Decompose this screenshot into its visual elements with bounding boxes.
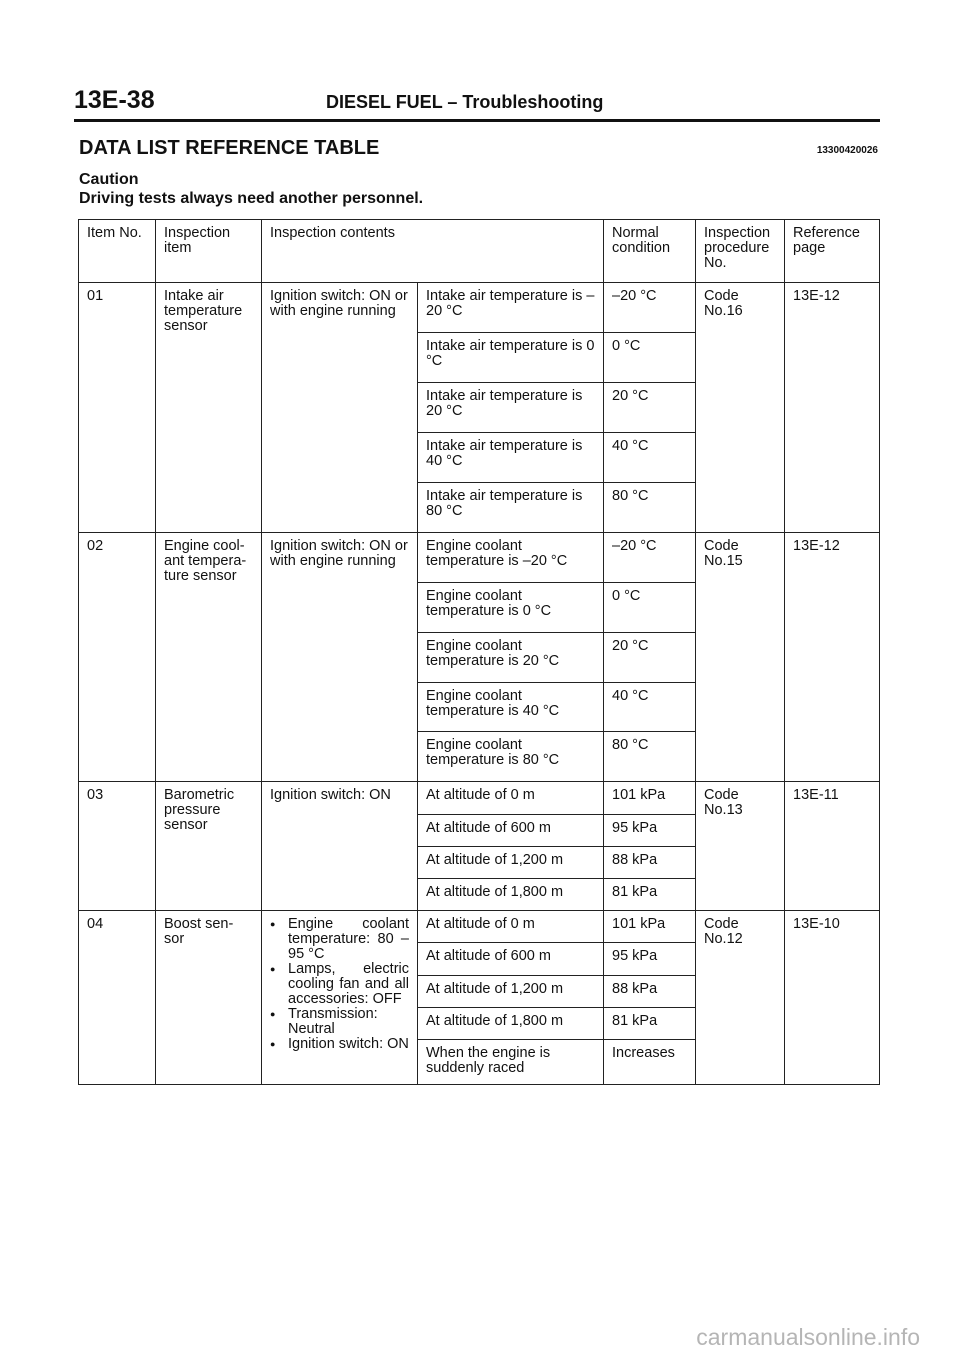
- chapter-title: DIESEL FUEL – Troubleshooting: [326, 92, 604, 112]
- normal-condition: 20 °C: [604, 632, 696, 682]
- normal-condition: 95 kPa: [604, 943, 696, 975]
- inspection-content: At altitude of 600 m: [418, 943, 604, 975]
- inspection-item: Barometric pressure sensor: [156, 782, 262, 911]
- inspection-content: At altitude of 1,800 m: [418, 878, 604, 910]
- data-list-reference-table: [78, 219, 880, 1085]
- normal-condition: 88 kPa: [604, 846, 696, 878]
- condition-bullet: ● Ignition switch: ON: [270, 1037, 409, 1052]
- normal-condition: 101 kPa: [604, 911, 696, 943]
- item-number: 01: [79, 283, 156, 532]
- inspection-item: Boost sen-sor: [156, 911, 262, 1085]
- inspection-procedure: Code No.16: [696, 283, 785, 532]
- normal-condition: 40 °C: [604, 433, 696, 483]
- normal-condition: 88 kPa: [604, 975, 696, 1007]
- inspection-content: At altitude of 1,800 m: [418, 1007, 604, 1039]
- normal-condition: 101 kPa: [604, 782, 696, 814]
- inspection-content: At altitude of 0 m: [418, 782, 604, 814]
- normal-condition: 81 kPa: [604, 878, 696, 910]
- normal-condition: 0 °C: [604, 582, 696, 632]
- inspection-content: Intake air temperature is 20 °C: [418, 383, 604, 433]
- normal-condition: 20 °C: [604, 383, 696, 433]
- item-number: 03: [79, 782, 156, 911]
- column-header: Item No.: [79, 220, 156, 283]
- column-header: Inspection contents: [262, 220, 604, 283]
- reference-page: 13E-12: [785, 532, 880, 781]
- inspection-condition: Ignition switch: ON: [262, 782, 418, 911]
- inspection-procedure: Code No.15: [696, 532, 785, 781]
- watermark: carmanualsonline.info: [696, 1324, 920, 1350]
- inspection-content: Intake air temperature is 80 °C: [418, 482, 604, 532]
- normal-condition: 80 °C: [604, 732, 696, 782]
- inspection-content: At altitude of 600 m: [418, 814, 604, 846]
- normal-condition: 81 kPa: [604, 1007, 696, 1039]
- inspection-content: At altitude of 1,200 m: [418, 975, 604, 1007]
- table-row: [79, 283, 880, 333]
- inspection-condition: Ignition switch: ON or with engine running: [262, 532, 418, 781]
- column-header: Inspection procedure No.: [696, 220, 785, 283]
- column-header: Inspection item: [156, 220, 262, 283]
- inspection-content: Intake air temperature is 0 °C: [418, 333, 604, 383]
- condition-bullet: ● Lamps, electric cooling fan and all accessories: OFF: [270, 962, 409, 1007]
- inspection-item: Engine cool-ant tempera-ture sensor: [156, 532, 262, 781]
- caution-text: Driving tests always need another personnel.: [79, 190, 424, 207]
- item-number: 02: [79, 532, 156, 781]
- reference-page: 13E-10: [785, 911, 880, 1085]
- inspection-condition-list: [262, 911, 418, 1085]
- table-header-row: [79, 220, 880, 283]
- inspection-content: Intake air temperature is –20 °C: [418, 283, 604, 333]
- inspection-procedure: Code No.12: [696, 911, 785, 1085]
- normal-condition: –20 °C: [604, 283, 696, 333]
- inspection-content: Engine coolant temperature is 20 °C: [418, 632, 604, 682]
- inspection-item: Intake air temperature sensor: [156, 283, 262, 532]
- reference-page: 13E-12: [785, 283, 880, 532]
- inspection-content: Engine coolant temperature is 0 °C: [418, 582, 604, 632]
- inspection-content: At altitude of 0 m: [418, 911, 604, 943]
- inspection-content: Engine coolant temperature is –20 °C: [418, 532, 604, 582]
- normal-condition: 0 °C: [604, 333, 696, 383]
- condition-bullet: ● Transmission: Neutral: [270, 1007, 409, 1037]
- inspection-content: Engine coolant temperature is 40 °C: [418, 682, 604, 732]
- condition-bullet: ● Engine coolant temperature: 80 – 95 °C: [270, 917, 409, 962]
- inspection-procedure: Code No.13: [696, 782, 785, 911]
- inspection-content: When the engine is suddenly raced: [418, 1040, 604, 1085]
- column-header: Reference page: [785, 220, 880, 283]
- item-number: 04: [79, 911, 156, 1085]
- normal-condition: 80 °C: [604, 482, 696, 532]
- inspection-content: Engine coolant temperature is 80 °C: [418, 732, 604, 782]
- inspection-content: Intake air temperature is 40 °C: [418, 433, 604, 483]
- normal-condition: 40 °C: [604, 682, 696, 732]
- normal-condition: Increases: [604, 1040, 696, 1085]
- page-number: 13E-38: [74, 86, 155, 114]
- normal-condition: 95 kPa: [604, 814, 696, 846]
- table-row: [79, 532, 880, 582]
- reference-page: 13E-11: [785, 782, 880, 911]
- normal-condition: –20 °C: [604, 532, 696, 582]
- inspection-content: At altitude of 1,200 m: [418, 846, 604, 878]
- caution-label: Caution: [79, 171, 139, 188]
- document-code: 13300420026: [816, 145, 878, 156]
- column-header: Normal condition: [604, 220, 696, 283]
- section-title: DATA LIST REFERENCE TABLE: [79, 137, 380, 159]
- table-row: [79, 911, 880, 943]
- inspection-condition: Ignition switch: ON or with engine running: [262, 283, 418, 532]
- page-header: [74, 86, 880, 122]
- table-row: [79, 782, 880, 814]
